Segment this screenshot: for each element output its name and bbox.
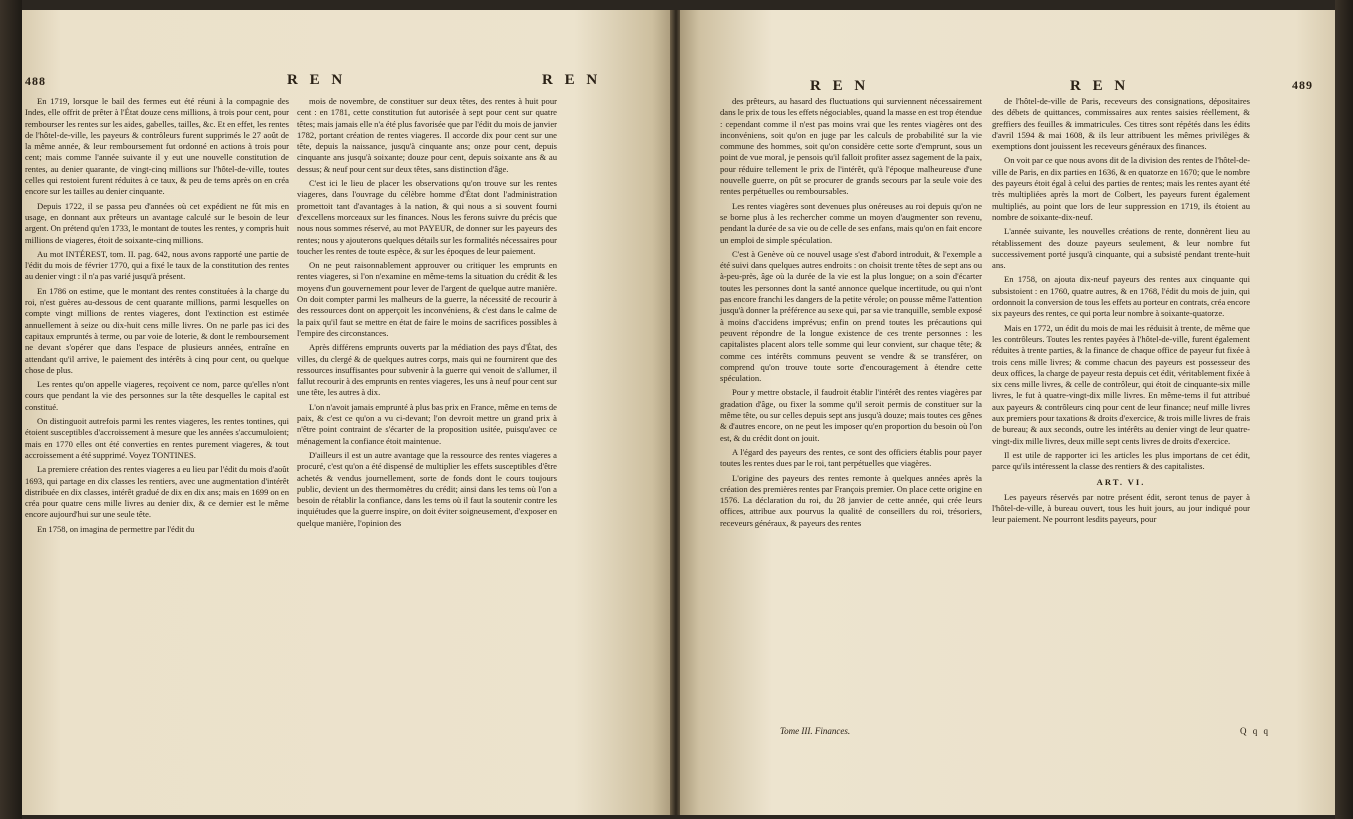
paragraph: L'origine des payeurs des rentes remonte à quelques années après la création des premières rentes par François premier. On place cette origine en 1576. La déclaration du roi, du 28 janvier de cette année, qui crée leurs offices, attribue aux pourvus la qualité de conseillers du roi, trésoriers, receveurs généraux, & payeurs des rentes (720, 472, 982, 528)
right-running-head-2: R E N (1070, 78, 1130, 94)
paragraph: mois de novembre, de constituer sur deux têtes, des rentes à huit pour cent : en 1781, cette constitution fut autorisée à sept pour cent sur quatre têtes; mais jamais elle n'a été plus favorisée que par l'édit du mois de janvier 1782, portant création de rentes viageres. Il accorde dix pour cent sur une tête, depuis la naissance, jusqu'à cinquante ans; onze pour cent, depuis cinquante ans jusqu'à soixante; douze pour cent, depuis soixante ans & au dessus; & neuf pour cent sur deux têtes, sans distinction d'âge. (297, 96, 557, 174)
paragraph: Les payeurs réservés par notre présent édit, seront tenus de payer à l'hôtel-de-ville, à bureau ouvert, tous les huit jours, au jour indiqué pour leur paiement. Ne pourront lesdits payeurs, pour (992, 491, 1250, 525)
page-footer: Tome III. Finances. (780, 726, 851, 736)
paragraph: des prêteurs, au hasard des fluctuations qui surviennent nécessairement dans le prix de tous les effets négociables, quand la masse en est trop étendue : cependant comme il n'est pas moins vrai que les rentes viagères ont des inconvéniens, soit qu'on en juge par les calculs de probabilité sur la vie commune des hommes, soit qu'on considère cette sorte d'emprunt, sous un point de vue moral, je pensois qu'il falloit profiter assez sagement de la paix, pour réduire tellement le prix de l'intérêt, qu'à l'époque malheureuse d'une nouvelle guerre, on pût se procurer de grands secours par la seule voie des rentes perpétuelles ou remboursables. (720, 96, 982, 197)
book-edge-left (0, 0, 22, 819)
paragraph: Les rentes qu'on appelle viageres, reçoivent ce nom, parce qu'elles n'ont cours que pendant la vie des personnes sur la tête desquelles le capital est constitué. (25, 379, 289, 412)
right-page (680, 10, 1335, 815)
paragraph: En 1758, on imagina de permettre par l'édit du (37, 523, 195, 534)
paragraph: On distinguoit autrefois parmi les rentes viageres, les rentes tontines, qui étoient susceptibles d'accroissement à mesure que les années s'accumuloient; mais en 1770 elles ont été converties en rentes purement viageres, & tout accroissement a été supprimé. Voyez TONTINES. (25, 416, 289, 460)
right-column-2 (992, 96, 1250, 529)
paragraph: A l'égard des payeurs des rentes, ce sont des officiers établis pour payer toutes les rentes dues par le roi, tant perpétuelles que viagères. (720, 446, 982, 469)
signature-mark: Q q q (1240, 726, 1270, 736)
paragraph: C'est à Genève où ce nouvel usage s'est d'abord introduit, & l'exemple a été suivi dans quelques autres endroits : on choisit trente têtes de sept ans ou à-peu-près, âge où la durée de la vie est la plus longue; on a soin d'écarter toutes les personnes dont la santé annonce quelque incertitude, ou qui n'ont pas encore franchi les dangers de la petite vérole; on pousse même l'attention jusqu'à donner la préférence au sexe qui, par sa vie tranquille, semble exposé à moins d'accidens imprévus; enfin on prend toutes les précautions qui peuvent répondre de la longue existence de ces trente personnes : les capitalistes placent alors telle somme qui leur convient, sur chaque tête; & comme ces intérêts communs peuvent se vendre & se transférer, on comprend qu'on trouve toute sorte d'encouragement à étendre cette spéculation. (720, 248, 982, 384)
paragraph: D'ailleurs il est un autre avantage que la ressource des rentes viageres a procuré, c'est qu'on a été dispensé de multiplier les effets susceptibles d'être achetés & vendus journellement, sorte de fonds dont le cours toujours public, devient un des thermomètres du crédit; ainsi dans les tems où l'on a besoin de rétablir la confiance, dans les tems où il faut la soutenir contre les inquiétudes que la guerre inspire, on doit éviter soigneusement, d'exposer en quelque manière, l'opinion des (297, 449, 557, 528)
paragraph: En 1758, on ajouta dix-neuf payeurs des rentes aux cinquante qui subsistoient : en 1760, quatre autres, & en 1768, l'édit du mois de juin, qui ordonnoit la conversion de tous les effets au porteur en contrats, créa encore six payeurs des rentes, ce qui porta leur nombre à soixante-quatorze. (992, 274, 1251, 319)
paragraph: Pour y mettre obstacle, il faudroit établir l'intérêt des rentes viagères par gradation d'âge, ou fixer la somme qu'il seroit permis de constituer sur la même tête, ou sur celles depuis sept ans jusqu'à douze; mais toutes ces gênes & d'autres encore, on ne peut les imposer qu'en proportion du besoin où l'on est, & du crédit dont on jouit. (720, 387, 982, 443)
paragraph: Au mot INTÉREST, tom. II. pag. 642, nous avons rapporté une partie de l'édit du mois de février 1770, qui a fixé le taux de la constitution des rentes au denier vingt : il n'a pas varié jusqu'à présent. (25, 248, 289, 282)
left-column-2 (297, 96, 557, 532)
left-running-head-2: R E N (542, 72, 602, 88)
left-running-head-1: R E N (287, 72, 347, 88)
left-page-number: 488 (25, 74, 46, 88)
right-column-1 (720, 96, 982, 532)
paragraph: de l'hôtel-de-ville de Paris, receveurs des consignations, dépositaires des débets de quittances, commissaires aux rentes saisies réellement, & greffiers des feuilles & immatricules. Ces titres sont répétés dans les édits d'avril 1594 & mai 1608, & ils leur attribuent les mêmes privilèges & exemptions dont jouissent les receveurs généraux des finances. (992, 96, 1250, 152)
paragraph: C'est ici le lieu de placer les observations qu'on trouve sur les rentes viageres, dans l'ouvrage du célèbre homme d'État dont l'administration promettoit tant d'avantages à la nation, & qui nous a si souvent fourni d'excellens morceaux sur les finances. Nous les ferons suivre du précis que nous nous sommes réservé, au mot PAYEUR, de donner sur les payeurs des rentes; nous y ajouterons quelques détails sur les formalités nécessaires pour toucher les rentes de toute espèce, & sur les époques de leur paiement. (297, 178, 557, 256)
paragraph: Il est utile de rapporter ici les articles les plus importans de cet édit, parce qu'ils intéressent la classe des rentiers & des capitalistes. (992, 449, 1250, 472)
paragraph: ART. VI. (1096, 476, 1146, 487)
paragraph: La premiere création des rentes viageres a eu lieu par l'édit du mois d'août 1693, qui partage en dix classes les rentiers, avec une augmentation d'intérêt distribuée en dix classes, intérêt gradué de dix en dix ans; mais en 1699 on en créa pour quatre cens mille livres au denier dix, & ce dernier est le même encore aujourd'hui sur une seule tête. (25, 464, 289, 520)
right-page-number: 489 (1292, 78, 1313, 92)
left-column-1 (25, 96, 289, 538)
paragraph: En 1786 on estime, que le montant des rentes constituées à la charge du roi, n'est guères au-dessous de cent quarante millions, parmi lesquelles on compte vingt millions de rentes viageres, dont l'extinction est estimée annuellement à seize ou dix-huit cens mille livres. On ne parle pas ici des capitaux empruntés à terme, ou par voie de loterie, & dont le remboursement ne devant s'opérer que dans l'espace de plusieurs années, entraîne en attendant qu'il arrive, le paiement des intérêts à cinq pour cent, ou quelque chose de plus. (25, 285, 289, 375)
paragraph: On ne peut raisonnablement approuver ou critiquer les emprunts en rentes viageres, si l'on n'examine en même-tems la situation du crédit & les moyens d'un gouvernement pour lever de l'argent de quelque autre manière. On doit compter parmi les malheurs de la guerre, la nécessité de recourir à des ressources dont on apperçoit les inconvéniens, & c'est dans le calme de la paix qu'il faut se mettre en état de faire le moins de sacrifices possibles à l'empire des circonstances. (297, 260, 557, 338)
paragraph: Mais en 1772, un édit du mois de mai les réduisit à trente, de même que les contrôleurs. Toutes les rentes payées à l'hôtel-de-ville, furent également réduites à trente parties, & la finance de chaque office de payeur fut fixée à trois cens mille livres; & comme chacun des payeurs est possesseur des deux offices, la charge de payeur resta depuis cet édit, véritablement fixée à six cens mille livres, & celle de contrôleur, qui étoit de cinquante-six mille livres, le fut à quatre-vingt-dix mille livres. En même-tems il fut attribué aux payeurs & contrôleurs cinq pour cent de leur finance; neuf mille livres aux premiers pour taxations & droits d'exercice, & trois mille livres de frais de bureau; & aux seconds, outre les intérêts au denier vingt de leur quatre-vingt-dix mille livres, deux mille sept cents livres de droits d'exercice. (992, 322, 1250, 446)
paragraph: Après différens emprunts ouverts par la médiation des pays d'État, des villes, du clergé & de quelques autres corps, mais qui ne fournirent que des ressources insuffisantes pour subvenir à la guerre qui venoit de s'allumer, il fallut recourir à des emprunts en rentes viageres, les uns à neuf pour cent sur une tête, les autres à dix. (297, 342, 557, 398)
paragraph: Les rentes viagères sont devenues plus onéreuses au roi depuis qu'on ne se borne plus à les rechercher comme un moyen d'augmenter son revenu, pendant la durée de sa vie ou de celle de ses enfans, mais qu'on en fait encore un emploi de simple spéculation. (720, 200, 982, 245)
right-running-head-1: R E N (810, 78, 870, 94)
paragraph: On voit par ce que nous avons dit de la division des rentes de l'hôtel-de-ville de Paris, en dix parties en 1636, & en quatorze en 1670; que le nombre des payeurs étoit égal à celui des parties de rentes; mais les rentes ayant été très multipliées après la mort de Colbert, les payeurs furent également multipliés, au point que lors de leur suppression en 1719, ils étoient au nombre de soixante-dix-neuf. (992, 155, 1250, 222)
paragraph: L'on n'avoit jamais emprunté à plus bas prix en France, même en tems de paix, & c'est ce qu'on a vu ci-devant; l'on devroit mettre un grand prix à n'être point contraint de s'écarter de la proposition usitée, puisqu'avec ce ménagement la confiance étoit maintenue. (297, 401, 557, 446)
paragraph: L'année suivante, les nouvelles créations de rente, donnèrent lieu au rétablissement des douze payeurs seulement, & leur nombre fut successivement porté jusqu'à cinquante, qui a subsisté pendant trente-huit ans. (992, 226, 1250, 271)
paragraph: En 1719, lorsque le bail des fermes eut été réuni à la compagnie des Indes, elle offrit de prêter à l'État douze cens millions, à trois pour cent, pour rembourser les rentes sur les aides, gabelles, tailles, &c. Et en effet, les rentes de l'hôtel-de-ville, les payeurs & contrôleurs furent supprimés le 27 août de la même année, & leur remboursement fut ordonné en actions à trois pour cent; mais comme l'année suivante il y eut une nouvelle constitution de rentes, au denier quarante, de vingt-cinq millions sur l'hôtel-de-ville, toutes celles qui restoient furent réduites à ce taux, & peu de tems après on en créa encore sur les tailles au denier cinquante. (25, 96, 289, 197)
book-edge-right (1335, 0, 1353, 819)
paragraph: Depuis 1722, il se passa peu d'années où cet expédient ne fût mis en usage, en donnant aux prêteurs un avantage calculé sur le besoin de leur argent. On prétend qu'en 1733, le montant de toutes les rentes, y compris huit millions de viageres, étoit de soixante-cinq millions. (25, 200, 289, 245)
left-page (22, 10, 672, 815)
